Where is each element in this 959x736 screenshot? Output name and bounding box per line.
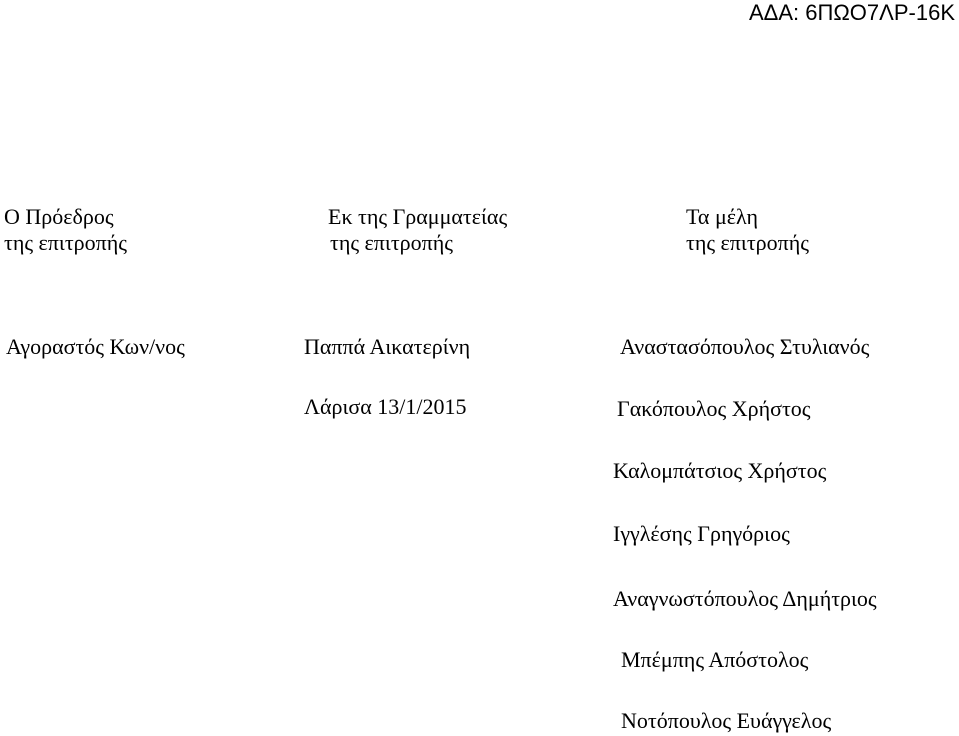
place-date: Λάρισα 13/1/2015 bbox=[304, 394, 467, 419]
member-name: Ιγγλέσης Γρηγόριος bbox=[613, 521, 790, 546]
members-subtitle: της επιτροπής bbox=[686, 230, 809, 255]
member-name: Νοτόπουλος Ευάγγελος bbox=[621, 708, 832, 733]
member-name: Μπέμπης Απόστολος bbox=[621, 647, 809, 672]
member-name: Γακόπουλος Χρήστος bbox=[617, 396, 811, 421]
secretary-name: Παππά Αικατερίνη bbox=[304, 334, 471, 359]
secretary-title: Εκ της Γραμματείας bbox=[328, 204, 508, 229]
president-subtitle: της επιτροπής bbox=[4, 230, 127, 255]
president-name: Αγοραστός Κων/νος bbox=[6, 334, 185, 359]
member-name: Αναστασόπουλος Στυλιανός bbox=[620, 334, 870, 359]
member-name: Καλομπάτσιος Χρήστος bbox=[613, 458, 827, 483]
ada-code: ΑΔΑ: 6ΠΩΟ7ΛΡ-16Κ bbox=[748, 0, 955, 25]
members-title: Τα μέλη bbox=[686, 204, 758, 229]
member-name: Αναγνωστόπουλος Δημήτριος bbox=[613, 586, 877, 611]
secretary-subtitle: της επιτροπής bbox=[330, 230, 453, 255]
president-title: Ο Πρόεδρος bbox=[4, 204, 114, 229]
